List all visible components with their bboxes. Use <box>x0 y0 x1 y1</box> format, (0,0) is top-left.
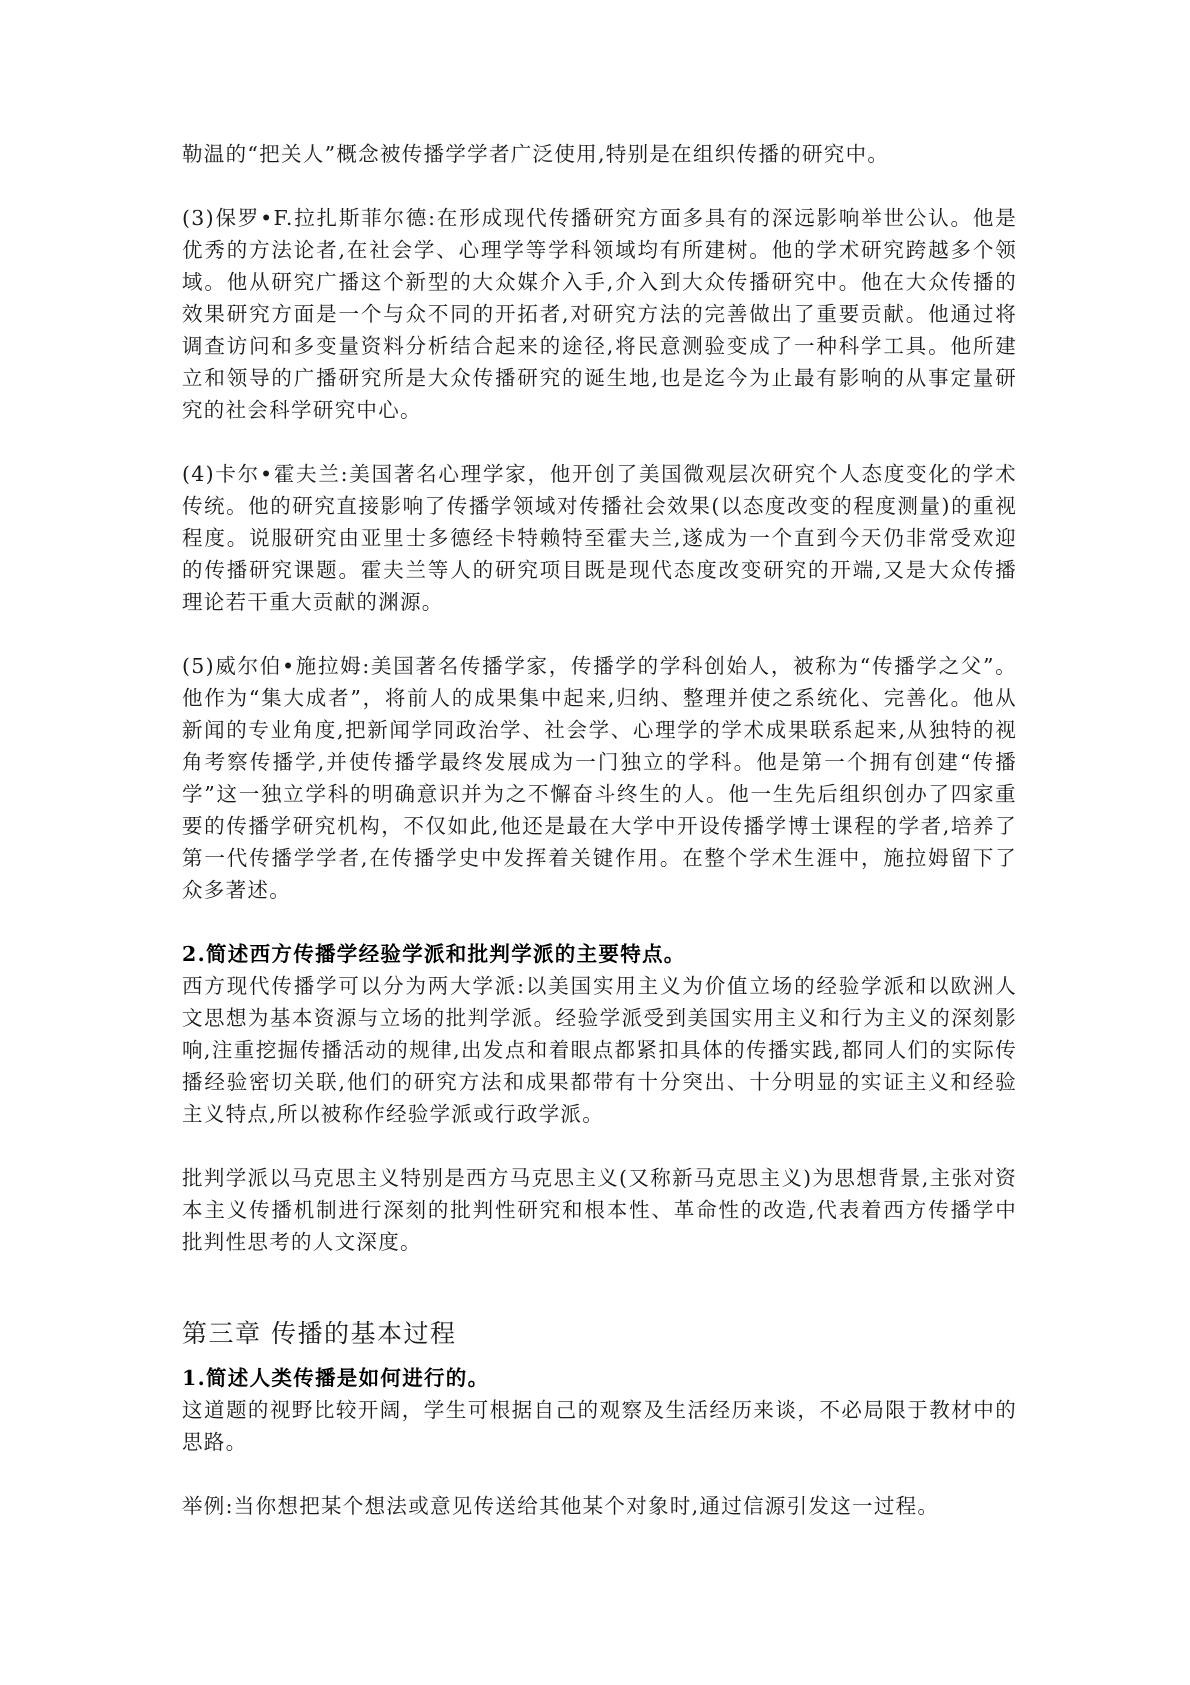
chapter-3-title: 第三章 传播的基本过程 <box>182 1319 457 1348</box>
hovland-paragraph: (4)卡尔•霍夫兰:美国著名心理学家，他开创了美国微观层次研究个人态度变化的学术传统。他的研究直接影响了传播学领域对传播社会效果(以态度改变的程度测量)的重视程度。说服研究由亚里士多德经卡特赖特至霍夫兰,遂成为一个直到今天仍非常受欢迎的传播研究课题。霍夫兰等人的研究项目既是现代态度改变研究的开端,又是大众传播理论若干重大贡献的渊源。 <box>182 462 1017 614</box>
chapter-3-question-1-heading: 1.简述人类传播是如何进行的。 <box>182 1366 490 1390</box>
lazarsfeld-paragraph: (3)保罗•F.拉扎斯菲尔德:在形成现代传播研究方面多具有的深远影响举世公认。他是优秀的方法论者,在社会学、心理学等学科领域均有所建树。他的学术研究跨越多个领域。他从研究广播这个新型的大众媒介入手,介入到大众传播研究中。他在大众传播的效果研究方面是一个与众不同的开拓者,对研究方法的完善做出了重要贡献。他通过将调查访问和多变量资料分析结合起来的途径,将民意测验变成了一种科学工具。他所建立和领导的广播研究所是大众传播研究的诞生地,也是迄今为止最有影响的从事定量研究的社会科学研究中心。 <box>182 206 1017 422</box>
question-2-answer-empirical: 西方现代传播学可以分为两大学派:以美国实用主义为价值立场的经验学派和以欧洲人文思想为基本资源与立场的批判学派。经验学派受到美国实用主义和行为主义的深刻影响,注重挖掘传播活动的规律,出发点和着眼点都紧扣具体的传播实践,都同人们的实际传播经验密切关联,他们的研究方法和成果都带有十分突出、十分明显的实证主义和经验主义特点,所以被称作经验学派或行政学派。 <box>182 974 1017 1126</box>
question-2-heading: 2.简述西方传播学经验学派和批判学派的主要特点。 <box>182 942 686 966</box>
gatekeeper-paragraph: 勒温的“把关人”概念被传播学学者广泛使用,特别是在组织传播的研究中。 <box>182 142 890 166</box>
chapter-3-question-1-answer: 这道题的视野比较开阔，学生可根据自己的观察及生活经历来谈，不必局限于教材中的思路。 <box>182 1398 1017 1454</box>
document-body <box>182 138 1017 1522</box>
schramm-paragraph: (5)威尔伯•施拉姆:美国著名传播学家，传播学的学科创始人，被称为“传播学之父”。他作为“集大成者”，将前人的成果集中起来,归纳、整理并使之系统化、完善化。他从新闻的专业角度,把新闻学同政治学、社会学、心理学的学术成果联系起来,从独特的视角考察传播学,并使传播学最终发展成为一门独立的学科。他是第一个拥有创建“传播学”这一独立学科的明确意识并为之不懈奋斗终生的人。他一生先后组织创办了四家重要的传播学研究机构，不仅如此,他还是最在大学中开设传播学博士课程的学者,培养了第一代传播学学者,在传播学史中发挥着关键作用。在整个学术生涯中，施拉姆留下了众多著述。 <box>182 654 1017 902</box>
question-2-answer-critical: 批判学派以马克思主义特别是西方马克思主义(又称新马克思主义)为思想背景,主张对资本主义传播机制进行深刻的批判性研究和根本性、革命性的改造,代表着西方传播学中批判性思考的人文深度。 <box>182 1166 1017 1254</box>
chapter-3-example: 举例:当你想把某个想法或意见传送给其他某个对象时,通过信源引发这一过程。 <box>182 1494 940 1518</box>
